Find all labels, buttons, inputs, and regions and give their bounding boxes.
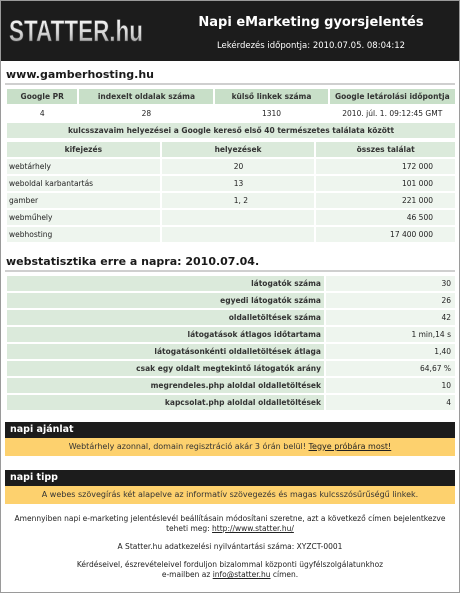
stats-value: 26 <box>326 293 455 308</box>
keyword-row <box>7 210 455 225</box>
keyword-rank: 20 <box>162 159 315 174</box>
stats-label: csak egy oldalt megtekintő látogatók arány <box>7 361 324 376</box>
keyword-term: webműhely <box>7 210 160 225</box>
divider <box>5 270 455 272</box>
keyword-rank: 13 <box>162 176 315 191</box>
stats-label: látogatók száma <box>7 276 324 291</box>
stats-row <box>7 310 455 325</box>
metrics-header-backlinks: külső linkek száma <box>215 89 327 104</box>
stats-row <box>7 276 455 291</box>
keyword-row <box>7 176 455 191</box>
keyword-term: gamber <box>7 193 160 208</box>
query-time <box>169 41 453 51</box>
metrics-header-pr: Google PR <box>7 89 77 104</box>
keywords-caption-row <box>7 123 455 138</box>
metrics-value-cache-date: 2010. júl. 1. 09:12:45 GMT <box>330 106 455 121</box>
contact-email-link[interactable]: info@statter.hu <box>212 570 271 579</box>
daily-tip-title: napi tipp <box>5 470 455 486</box>
settings-note <box>11 514 449 534</box>
keyword-term: webhosting <box>7 227 160 242</box>
stats-label: megrendeles.php aloldal oldalletöltések <box>7 378 324 393</box>
daily-offer-text: Webtárhely azonnal, domain regisztráció akár 3 órán belül! <box>68 442 306 451</box>
stats-value: 64,67 % <box>326 361 455 376</box>
stats-label: oldalletöltések száma <box>7 310 324 325</box>
keyword-rank: 1, 2 <box>162 193 315 208</box>
metrics-header-cache-date: Google letárolási időpontja <box>330 89 455 104</box>
site-domain-title: www.gamberhosting.hu <box>6 68 154 81</box>
stats-value: 1 min,14 s <box>326 327 455 342</box>
settings-link[interactable]: http://www.statter.hu/ <box>212 524 294 533</box>
keyword-total: 46 500 <box>316 210 455 225</box>
daily-offer-title: napi ajánlat <box>5 422 455 438</box>
metrics-header-row <box>7 89 455 104</box>
metrics-value-row <box>7 106 455 121</box>
contact-text-1: Kérdéseivel, észrevételeivel forduljon bizalommal központi ügyfélszolgálatunkhoz <box>76 560 384 569</box>
stats-value: 10 <box>326 378 455 393</box>
footer <box>1 514 459 580</box>
report-header <box>1 1 459 61</box>
stats-row <box>7 361 455 376</box>
daily-offer-notice <box>5 438 455 456</box>
keyword-term: weboldal karbantartás <box>7 176 160 191</box>
stats-value: 42 <box>326 310 455 325</box>
stats-title: webstatisztika erre a napra: 2010.07.04. <box>6 255 260 268</box>
stats-label: látogatásonkénti oldalletöltések átlaga <box>7 344 324 359</box>
logo-text: STATTER.hu <box>9 15 143 48</box>
keywords-header-term: kifejezés <box>7 142 160 157</box>
keyword-rank <box>162 210 315 225</box>
stats-row <box>7 395 455 410</box>
daily-tip-text: A webes szövegírás két alapelve az informatív szövegezés és magas kulcsszósűrűségű linkek. <box>41 490 419 499</box>
metrics-value-backlinks: 1310 <box>215 106 327 121</box>
stats-row <box>7 378 455 393</box>
stats-label: kapcsolat.php aloldal oldalletöltések <box>7 395 324 410</box>
daily-tip-notice <box>5 486 455 504</box>
keywords-table <box>5 140 457 244</box>
daily-offer-link[interactable]: Tegye próbára most! <box>308 442 392 451</box>
metrics-header-indexed: indexelt oldalak száma <box>79 89 213 104</box>
metrics-value-indexed: 28 <box>79 106 213 121</box>
keyword-row <box>7 193 455 208</box>
stats-value: 4 <box>326 395 455 410</box>
stats-label: egyedi látogatók száma <box>7 293 324 308</box>
contact-text-3: címen. <box>272 570 299 579</box>
keywords-header-total: összes találat <box>316 142 455 157</box>
divider <box>5 83 455 85</box>
keyword-total: 101 000 <box>316 176 455 191</box>
site-metrics-table <box>5 87 457 140</box>
report-title: Napi eMarketing gyorsjelentés <box>198 15 424 30</box>
stats-row <box>7 327 455 342</box>
stats-value: 1,40 <box>326 344 455 359</box>
keywords-header-row <box>7 142 455 157</box>
keyword-total: 221 000 <box>316 193 455 208</box>
stats-value: 30 <box>326 276 455 291</box>
keywords-caption: kulcsszavaim helyezései a Google kereső első 40 természetes találata között <box>7 123 455 138</box>
query-time-value: 2010.07.05. 08:04:12 <box>312 41 406 51</box>
keyword-total: 17 400 000 <box>316 227 455 242</box>
stats-row <box>7 344 455 359</box>
keyword-rank <box>162 227 315 242</box>
registry-note: A Statter.hu adatkezelési nyilvántartási száma: XYZCT-0001 <box>117 542 343 551</box>
keywords-header-rank: helyezések <box>162 142 315 157</box>
statter-logo <box>7 10 145 50</box>
metrics-value-pr: 4 <box>7 106 77 121</box>
settings-text: Amennyiben napi e-marketing jelentéslevél beállításain módosítani szeretne, azt a következő címen bejelentkezve teheti meg: <box>14 514 446 533</box>
stats-label: látogatások átlagos időtartama <box>7 327 324 342</box>
keyword-term: webtárhely <box>7 159 160 174</box>
stats-table <box>5 274 457 412</box>
stats-row <box>7 293 455 308</box>
query-time-label: Lekérdezés időpontja: <box>216 41 311 51</box>
keyword-row <box>7 227 455 242</box>
contact-note <box>11 560 449 580</box>
contact-text-2: e-mailben az <box>161 570 211 579</box>
keyword-row <box>7 159 455 174</box>
keyword-total: 172 000 <box>316 159 455 174</box>
